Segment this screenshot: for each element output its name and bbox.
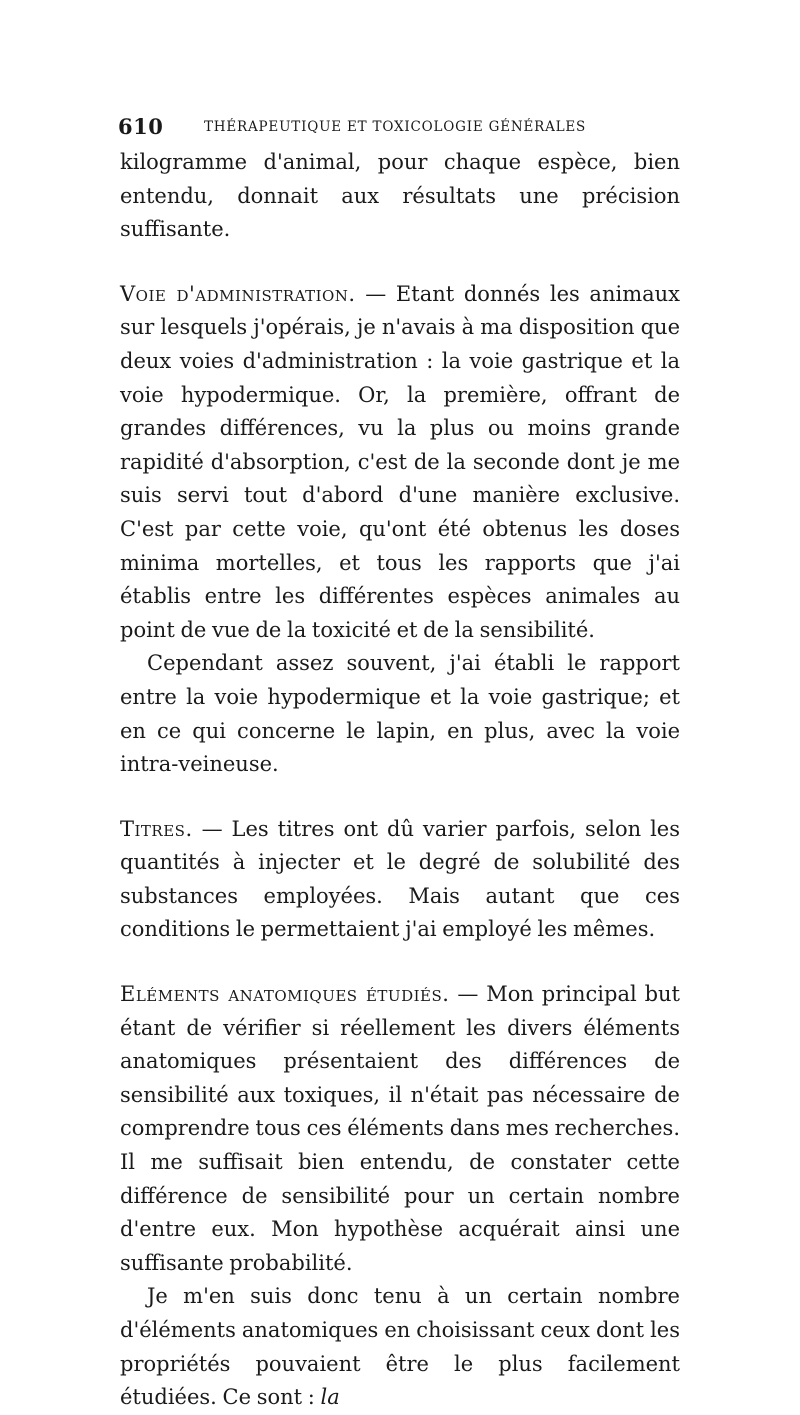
paragraph-elements-anatomiques — [120, 978, 680, 1280]
section-heading-titres: Titres. — [120, 816, 193, 841]
section-heading-voie-administration: Voie d'administration. — [120, 281, 356, 306]
paragraph-text: Je m'en suis donc tenu à un certain nombre d'éléments anatomiques en choisissant ceux dont les propriétés pouvaient être le plus facilement étudiées. Ce sont : — [120, 1284, 680, 1410]
section-heading-elements-anatomiques: Eléments anatomiques étudiés. — [120, 982, 450, 1007]
page-body — [120, 146, 680, 1415]
italic-word: la — [320, 1385, 340, 1410]
paragraph-text: — Mon principal but étant de vérifier si réellement les divers éléments anatomiques présentaient des différences de sensibilité aux toxiques, il n'était pas nécessaire de comprendre tous ces éléments dans mes recherches. Il me suffisait bien entendu, de constater cette différence de sensibilité pour un certain nombre d'entre eux. Mon hypothèse acquérait ainsi une suffisante probabilité. — [120, 982, 680, 1275]
page-header — [118, 114, 678, 144]
paragraph-voie-administration — [120, 278, 680, 648]
paragraph-cependant: Cependant assez souvent, j'ai établi le rapport entre la voie hypodermique et la voie gastrique; et en ce qui concerne le lapin, en plus, avec la voie intra-veineuse. — [120, 651, 680, 777]
paragraph-titres — [120, 813, 680, 947]
paragraph-je-men-suis — [120, 1280, 680, 1414]
running-title: THÉRAPEUTIQUE ET TOXICOLOGIE GÉNÉRALES — [204, 119, 587, 135]
paragraph-continuation: kilogramme d'animal, pour chaque espèce, bien entendu, donnait aux résultats une précision suffisante. — [120, 150, 680, 242]
page-number: 610 — [118, 114, 164, 139]
paragraph-text: — Etant donnés les animaux sur lesquels j'opérais, je n'avais à ma disposition que deux voies d'administration : la voie gastrique et la voie hypodermique. Or, la première, offrant de grandes différences, vu la plus ou moins grande rapidité d'absorption, c'est de la seconde dont je me suis servi tout d'abord d'une manière exclusive. C'est par cette voie, qu'ont été obtenus les doses minima mortelles, et tous les rapports que j'ai établis entre les différentes espèces animales au point de vue de la toxicité et de la sensibilité. — [120, 281, 680, 642]
paragraph-text: — Les titres ont dû varier parfois, selon les quantités à injecter et le degré de solubilité des substances employées. Mais autant que ces conditions le permettaient j'ai employé les mêmes. — [120, 816, 680, 942]
